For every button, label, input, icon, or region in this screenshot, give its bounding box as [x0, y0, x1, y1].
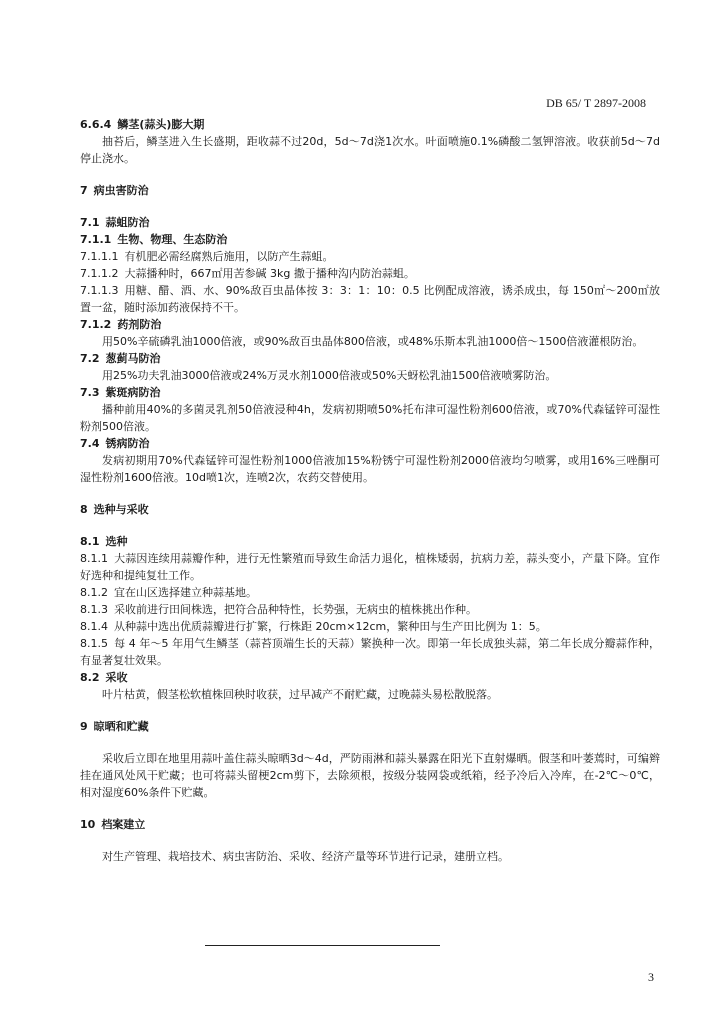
clause-text: 大蒜播种时，667㎡用苦参碱 3kg 撒于播种沟内防治蒜蛆。 [124, 267, 415, 280]
heading-title: 蒜蛆防治 [105, 216, 150, 229]
subsection-heading [80, 435, 660, 452]
clause-text: 每 4 年～5 年用气生鳞茎（蒜苔顶端生长的天蒜）繁换种一次。即第一年长成独头蒜，第二年长成分瓣蒜作种，有显著复壮效果。 [80, 637, 660, 667]
heading-number: 7 [80, 184, 88, 197]
numbered-clause [80, 618, 660, 635]
heading-title: 紫斑病防治 [105, 386, 161, 399]
page-number: 3 [648, 970, 654, 984]
subsection-heading [80, 350, 660, 367]
body-paragraph: 抽苔后，鳞茎进入生长盛期，距收蒜不过20d，5d～7d浇1次水。叶面喷施0.1%磷酸二氢钾溶液。收获前5d～7d停止浇水。 [80, 135, 660, 165]
heading-number: 9 [80, 720, 88, 733]
body-paragraph: 叶片枯黄，假茎松软植株回秧时收获，过早减产不耐贮藏，过晚蒜头易松散脱落。 [102, 688, 498, 701]
heading-number: 8 [80, 503, 88, 516]
heading-number: 10 [80, 818, 96, 831]
numbered-clause [80, 265, 660, 282]
subsection-heading [80, 214, 660, 231]
heading-title: 病虫害防治 [93, 184, 149, 197]
heading-title: 采收 [105, 671, 128, 684]
heading-title: 葱蓟马防治 [105, 352, 161, 365]
numbered-clause [80, 550, 660, 584]
heading-number: 7.1 [80, 216, 100, 229]
body-paragraph: 采收后立即在地里用蒜叶盖住蒜头晾晒3d～4d，严防雨淋和蒜头暴露在阳光下直射爆晒。假茎和叶萎蔫时，可编辫挂在通风处风干贮藏；也可将蒜头留梗2cm剪下，去除须根，按级分装网袋或纸箱，经予冷后入冷库，在-2℃～0℃，相对湿度60%条件下贮藏。 [80, 752, 660, 799]
heading-title: 晾晒和贮藏 [93, 720, 149, 733]
heading-title: 档案建立 [101, 818, 146, 831]
heading-title: 锈病防治 [105, 437, 150, 450]
heading-number: 7.1.1 [80, 233, 112, 246]
clause-text: 从种蒜中选出优质蒜瓣进行扩繁，行株距 20cm×12cm，繁种田与生产田比例为 1：5。 [114, 620, 547, 633]
heading-number: 7.2 [80, 352, 100, 365]
clause-number: 7.1.1.2 [80, 267, 119, 280]
heading-title: 鳞茎(蒜头)膨大期 [117, 118, 205, 131]
heading-number: 8.1 [80, 535, 100, 548]
numbered-clause [80, 248, 660, 265]
clause-text: 宜在山区选择建立种蒜基地。 [114, 586, 257, 599]
heading-title: 生物、物理、生态防治 [117, 233, 228, 246]
subsection-heading [80, 669, 660, 686]
clause-text: 采收前进行田间株选，把符合品种特性，长势强，无病虫的植株挑出作种。 [114, 603, 477, 616]
subsection-heading [80, 533, 660, 550]
heading-title: 选种 [105, 535, 128, 548]
heading-number: 7.3 [80, 386, 100, 399]
subsection-heading [80, 316, 660, 333]
clause-text: 用糖、醋、酒、水、90%敌百虫晶体按 3：3：1：10：0.5 比例配成溶液，诱杀成虫，每 150㎡～200㎡放置一盆，随时添加药液保持不干。 [80, 284, 660, 314]
clause-number: 7.1.1.3 [80, 284, 119, 297]
subsection-heading [80, 116, 660, 133]
heading-number: 8.2 [80, 671, 100, 684]
numbered-clause [80, 601, 660, 618]
body-paragraph: 用25%功夫乳油3000倍液或24%万灵水剂1000倍液或50%天蚜松乳油1500倍液喷雾防治。 [102, 369, 557, 382]
clause-number: 7.1.1.1 [80, 250, 119, 263]
section-heading [80, 718, 660, 735]
clause-number: 8.1.4 [80, 620, 108, 633]
section-heading [80, 501, 660, 518]
clause-number: 8.1.5 [80, 637, 108, 650]
document-body [80, 116, 660, 865]
numbered-clause [80, 635, 660, 669]
clause-number: 8.1.2 [80, 586, 108, 599]
numbered-clause [80, 282, 660, 316]
body-paragraph: 对生产管理、栽培技术、病虫害防治、采收、经济产量等环节进行记录，建册立档。 [102, 850, 509, 863]
body-paragraph: 发病初期用70%代森锰锌可湿性粉剂1000倍液加15%粉锈宁可湿性粉剂2000倍液均匀喷雾，或用16%三唑酮可湿性粉剂1600倍液。10d喷1次，连喷2次，农药交替使用。 [80, 454, 660, 484]
heading-number: 6.6.4 [80, 118, 112, 131]
numbered-clause [80, 584, 660, 601]
subsection-heading [80, 231, 660, 248]
clause-text: 大蒜因连续用蒜瓣作种，进行无性繁殖而导致生命活力退化，植株矮弱，抗病力差，蒜头变小，产量下降。宜作好选种和提纯复壮工作。 [80, 552, 660, 582]
heading-title: 药剂防治 [117, 318, 162, 331]
clause-number: 8.1.1 [80, 552, 108, 565]
heading-number: 7.1.2 [80, 318, 112, 331]
subsection-heading [80, 384, 660, 401]
section-heading [80, 182, 660, 199]
section-heading [80, 816, 660, 833]
body-paragraph: 播种前用40%的多菌灵乳剂50倍液浸种4h，发病初期喷50%托布津可湿性粉剂600倍液，或70%代森锰锌可湿性粉剂500倍液。 [80, 403, 660, 433]
heading-title: 选种与采收 [93, 503, 149, 516]
heading-number: 7.4 [80, 437, 100, 450]
end-rule [205, 945, 440, 946]
body-paragraph: 用50%辛硫磷乳油1000倍液，或90%敌百虫晶体800倍液，或48%乐斯本乳油1000倍～1500倍液灌根防治。 [102, 335, 644, 348]
document-code: DB 65/ T 2897-2008 [546, 96, 646, 110]
clause-text: 有机肥必需经腐熟后施用，以防产生蒜蛆。 [124, 250, 334, 263]
clause-number: 8.1.3 [80, 603, 108, 616]
